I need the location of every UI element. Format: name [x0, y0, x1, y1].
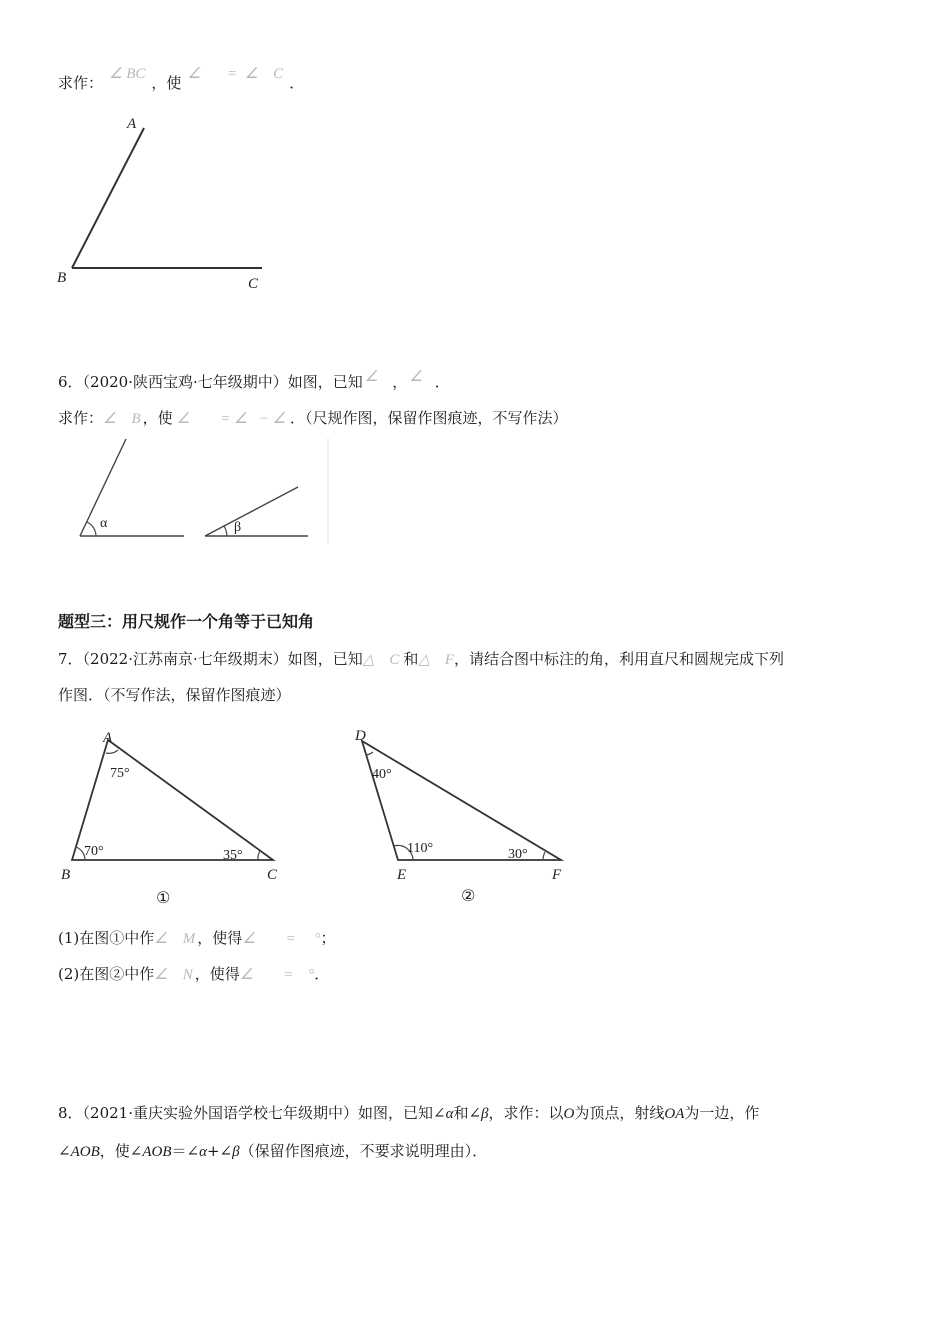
q6-alpha-label: α — [100, 516, 108, 531]
q7-sub2-end: ． — [314, 965, 330, 983]
q7-fig1-label-a: A — [103, 730, 113, 746]
q7-stem — [58, 648, 784, 671]
q5-requirement — [58, 66, 305, 95]
q7-and: 和 — [403, 650, 419, 668]
q5-period: ． — [289, 74, 305, 92]
q8-line2-c: ＝∠ — [171, 1142, 200, 1160]
q7-sub1-end: ； — [320, 929, 336, 947]
q6-req-prefix: 求作： — [58, 409, 104, 427]
q7-triangle-1 — [55, 727, 295, 912]
q7-faint-tri1: △ C — [362, 652, 400, 668]
q7-fig2-angle-e: 110° — [407, 841, 434, 856]
q8-ask: ，求作：以 — [488, 1104, 564, 1122]
q6-faint-alpha: ∠ — [364, 369, 379, 385]
q5-label-a: A — [127, 116, 137, 132]
q5-use: ，使 — [151, 74, 182, 92]
q8-alpha2: α — [199, 1144, 207, 1160]
q7-sub1 — [58, 927, 336, 950]
q7-sub1-prefix: (1)在图①中作 — [58, 929, 155, 947]
q6-stem-text: 如图，已知 — [287, 373, 363, 391]
q7-stem-b: ，请结合图中标注的角，利用直尺和圆规完成下列 — [454, 650, 785, 668]
q8-oa: OA — [664, 1106, 685, 1122]
section-title: 题型三：用尺规作一个角等于已知角 — [58, 614, 315, 631]
q7-triangle-2 — [345, 727, 585, 912]
q7-fig2-caption: ② — [461, 886, 476, 905]
q6-req-mid: ，使 — [142, 409, 173, 427]
q6-beta-label: β — [234, 520, 242, 535]
q6-angle-figures — [70, 436, 340, 551]
q7-fig1-angle-a: 75° — [110, 766, 130, 781]
q7-fig1-angle-b: 70° — [84, 844, 104, 859]
q8-number: 8． — [58, 1104, 83, 1122]
q7-number: 7． — [58, 650, 83, 668]
q7-fig2-label-d: D — [355, 728, 366, 744]
q7-faint-tri2: △ F — [418, 652, 455, 668]
q6-faint-beta: ∠ — [409, 369, 423, 385]
q7-sub1-mid: ，使得 — [197, 929, 243, 947]
q7-fig1-label-b: B — [61, 867, 71, 883]
q8-line2-b: ，使∠ — [99, 1142, 143, 1160]
q7-fig2-label-f: F — [552, 867, 562, 883]
q8-line2 — [58, 1140, 487, 1163]
q8-source: （2021·重庆实验外国语学校七年级期中） — [82, 1104, 358, 1122]
q6-period: ． — [434, 373, 450, 391]
q5-label-b: B — [57, 270, 67, 286]
q8-vertex: 为顶点，射线 — [574, 1104, 665, 1122]
q5-prefix: 求作： — [58, 74, 104, 92]
q5-angle-figure — [50, 110, 280, 300]
q6-faint-req: ∠ B — [103, 411, 141, 427]
q8-alpha: α — [445, 1106, 454, 1122]
q7-source: （2022·江苏南京·七年级期末） — [82, 650, 288, 668]
q8-o: O — [563, 1106, 575, 1122]
q7-stem-a: 如图，已知 — [287, 650, 363, 668]
q8-aob2: AOB — [142, 1144, 172, 1160]
q6-stem — [58, 371, 450, 394]
q8-stem — [58, 1102, 759, 1125]
q6-sep: ， — [392, 373, 408, 391]
q5-faint-condition: ∠ = ∠ C — [187, 66, 284, 82]
q7-fig1-caption: ① — [156, 888, 171, 907]
q8-and: 和∠ — [453, 1104, 482, 1122]
q6-faint-req2: ∠ = ∠ − ∠ — [176, 411, 286, 427]
q7-fig1-label-c: C — [267, 867, 278, 883]
q5-label-c: C — [248, 276, 259, 292]
q5-faint-angle: ∠ BC — [109, 66, 146, 82]
q6-requirement — [58, 407, 568, 430]
q8-stem-text: 如图，已知∠ — [358, 1104, 446, 1122]
q7-sub1-faint: ∠ M — [154, 931, 196, 947]
q6-req-end: ．（尺规作图，保留作图痕迹，不写作法） — [290, 409, 568, 427]
q8-aob: AOB — [70, 1144, 100, 1160]
q7-sub1-faint2: ∠ = ° — [242, 931, 321, 947]
q8-plus: +∠ — [206, 1142, 233, 1160]
q7-sub2-mid: ，使得 — [194, 965, 240, 983]
q7-fig2-angle-d: 40° — [372, 767, 392, 782]
q8-beta: β — [481, 1106, 489, 1122]
q8-beta2: β — [232, 1144, 240, 1160]
q7-sub2-faint2: ∠ = ° — [239, 967, 315, 983]
q7-fig2-angle-f: 30° — [508, 847, 528, 862]
q6-number: 6． — [58, 373, 83, 391]
q6-source: （2020·陕西宝鸡·七年级期中） — [82, 373, 288, 391]
q8-line2-end: （保留作图痕迹，不要求说明理由）． — [239, 1142, 488, 1160]
q7-sub2-prefix: (2)在图②中作 — [58, 965, 155, 983]
q8-line2-a: ∠ — [58, 1142, 71, 1160]
q7-fig1-angle-c: 35° — [223, 848, 243, 863]
q7-sub2 — [58, 963, 329, 986]
q8-side: 为一边，作 — [684, 1104, 760, 1122]
q7-line2: 作图．（不写作法，保留作图痕迹） — [58, 686, 291, 704]
q7-fig2-label-e: E — [397, 867, 407, 883]
q7-sub2-faint: ∠ N — [154, 967, 193, 983]
